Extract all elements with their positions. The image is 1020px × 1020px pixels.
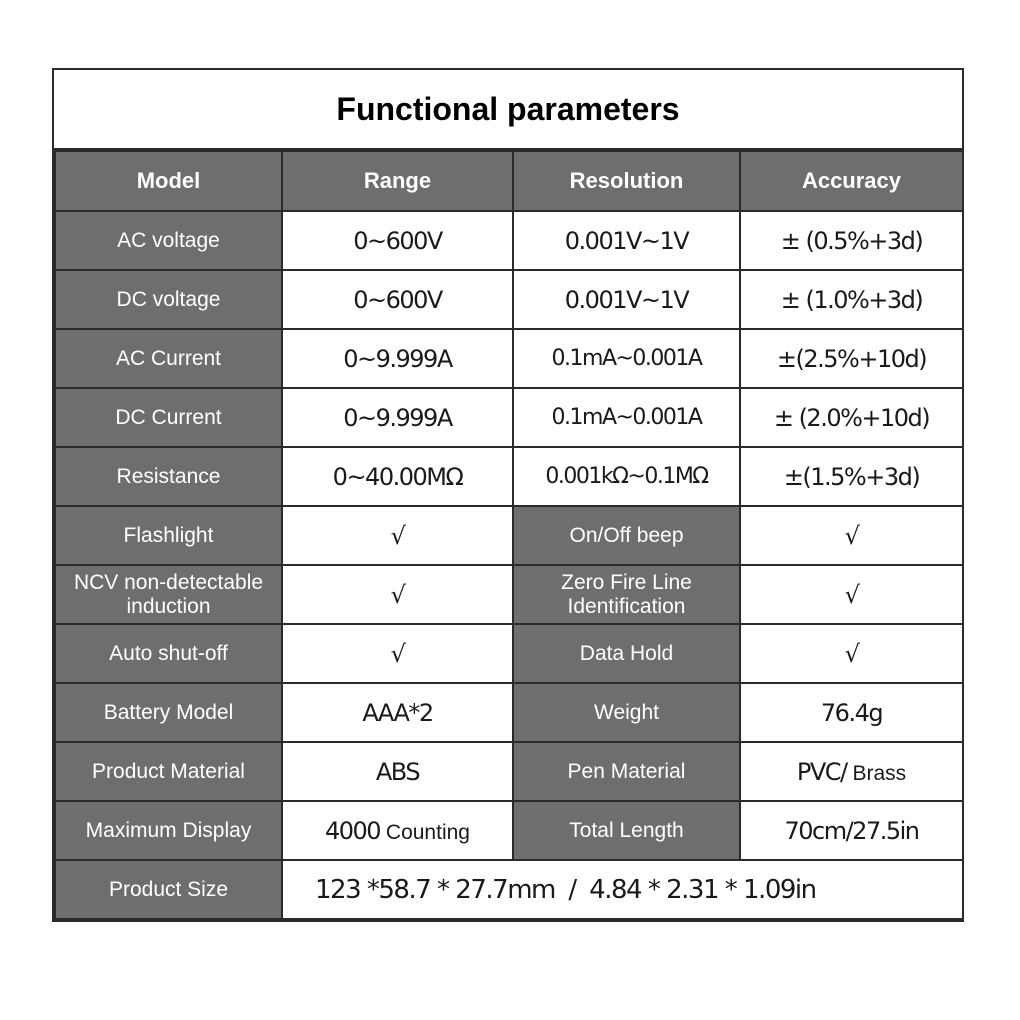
resolution-value: 0.001kΩ~0.1MΩ — [513, 447, 740, 506]
check-mark: √ — [740, 506, 963, 565]
accuracy-value: ±(2.5%+10d) — [740, 329, 963, 388]
feature-label: Zero Fire Line Identification — [513, 565, 740, 624]
resolution-value: 0.001V~1V — [513, 270, 740, 329]
header-model: Model — [55, 151, 282, 211]
weight-value: 76.4g — [740, 683, 963, 742]
pen-material-value — [740, 742, 963, 801]
feature-label: Flashlight — [55, 506, 282, 565]
table-row — [55, 742, 963, 801]
header-accuracy: Accuracy — [740, 151, 963, 211]
pen-material-secondary: Brass — [846, 761, 907, 785]
accuracy-value: ± (1.0%+3d) — [740, 270, 963, 329]
accuracy-value: ± (2.0%+10d) — [740, 388, 963, 447]
table-row — [55, 211, 963, 270]
table-row — [55, 860, 963, 919]
parameters-sheet — [52, 68, 964, 922]
row-label: Resistance — [55, 447, 282, 506]
check-mark: √ — [282, 624, 513, 683]
range-value: 0~40.00MΩ — [282, 447, 513, 506]
resolution-value: 0.1mA~0.001A — [513, 329, 740, 388]
table-row — [55, 329, 963, 388]
pen-material-main: PVC/ — [796, 757, 847, 786]
range-value: 0~600V — [282, 211, 513, 270]
table-row — [55, 388, 963, 447]
size-value: 123 *58.7 * 27.7mm / 4.84 * 2.31 * 1.09in — [282, 860, 963, 919]
display-unit: Counting — [380, 820, 470, 844]
accuracy-value: ±(1.5%+3d) — [740, 447, 963, 506]
header-range: Range — [282, 151, 513, 211]
display-value — [282, 801, 513, 860]
table-row — [55, 565, 963, 624]
feature-label: Auto shut-off — [55, 624, 282, 683]
row-label: AC Current — [55, 329, 282, 388]
row-label: AC voltage — [55, 211, 282, 270]
feature-label: On/Off beep — [513, 506, 740, 565]
size-label: Product Size — [55, 860, 282, 919]
table-row — [55, 683, 963, 742]
table-row — [55, 270, 963, 329]
check-mark: √ — [282, 565, 513, 624]
feature-label: Data Hold — [513, 624, 740, 683]
parameters-table — [54, 150, 964, 920]
feature-label: NCV non-detectable induction — [55, 565, 282, 624]
range-value: 0~9.999A — [282, 388, 513, 447]
battery-label: Battery Model — [55, 683, 282, 742]
material-label: Product Material — [55, 742, 282, 801]
resolution-value: 0.1mA~0.001A — [513, 388, 740, 447]
resolution-value: 0.001V~1V — [513, 211, 740, 270]
battery-value: AAA*2 — [282, 683, 513, 742]
pen-material-label: Pen Material — [513, 742, 740, 801]
weight-label: Weight — [513, 683, 740, 742]
table-row — [55, 447, 963, 506]
sheet-title: Functional parameters — [54, 70, 962, 150]
header-resolution: Resolution — [513, 151, 740, 211]
row-label: DC voltage — [55, 270, 282, 329]
range-value: 0~9.999A — [282, 329, 513, 388]
row-label: DC Current — [55, 388, 282, 447]
display-count: 4000 — [325, 816, 381, 845]
header-row — [55, 151, 963, 211]
display-label: Maximum Display — [55, 801, 282, 860]
table-row — [55, 506, 963, 565]
check-mark: √ — [740, 565, 963, 624]
range-value: 0~600V — [282, 270, 513, 329]
table-row — [55, 624, 963, 683]
check-mark: √ — [740, 624, 963, 683]
material-value: ABS — [282, 742, 513, 801]
length-label: Total Length — [513, 801, 740, 860]
accuracy-value: ± (0.5%+3d) — [740, 211, 963, 270]
check-mark: √ — [282, 506, 513, 565]
length-value: 70cm/27.5in — [740, 801, 963, 860]
table-row — [55, 801, 963, 860]
